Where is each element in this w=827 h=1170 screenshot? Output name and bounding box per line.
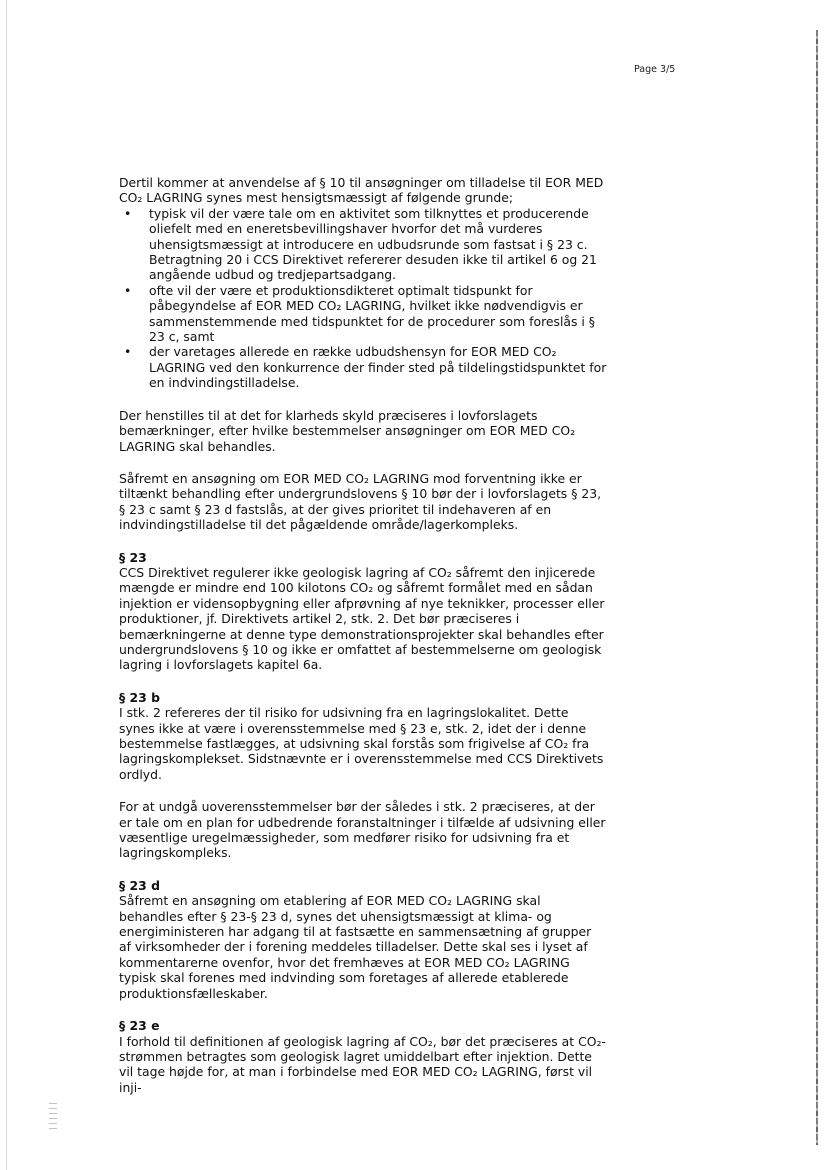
document-body	[119, 175, 607, 1112]
section-23e	[119, 1018, 607, 1095]
section-heading: § 23 d	[119, 877, 160, 893]
list-item: • typisk vil der være tale om en aktivitet som tilknyttes et producerende oliefelt med en eneretsbevillingshaver hvorfor det må vurderes uhensigtsmæssigt at introducere en udbudsrunde som fastsat i § 23 c. Betragtning 20 i CCS Direktivet refererer desuden ikke til artikel 6 og 21 angående udbud og tredjepartsadgang.	[149, 206, 607, 283]
section-23d	[119, 878, 607, 1001]
intro-paragraph: Dertil kommer at anvendelse af § 10 til ansøgninger om tilladelse til EOR MED CO₂ LAGRING synes mest hensigtsmæssigt af følgende grunde;	[119, 175, 604, 206]
section-text: Såfremt en ansøgning om etablering af EOR MED CO₂ LAGRING skal behandles efter § 23-§ 23 d, synes det uhensigtsmæssigt at klima- og energiministeren har adgang til at fastsætte en sammensætning af grupper af virksomheder der i forening meddeles tilladelser. Dette skal ses i lyset af kommentarerne ovenfor, hvor det fremhæves at EOR MED CO₂ LAGRING typisk skal forenes med indvinding som foretages af allerede etablerede produktionsfælleskaber.	[119, 893, 592, 1001]
list-item: • ofte vil der være et produktionsdikteret optimalt tidspunkt for påbegyndelse af EOR MED CO₂ LAGRING, hvilket ikke nødvendigvis er sammenstemmende med tidspunktet for de procedurer som foreslås i § 23 c, samt	[149, 283, 607, 345]
scan-left-edge	[6, 0, 7, 1170]
section-23b	[119, 690, 607, 782]
section-heading: § 23 e	[119, 1018, 160, 1034]
reasons-list	[119, 206, 607, 391]
priority-paragraph: Såfremt en ansøgning om EOR MED CO₂ LAGRING mod forventning ikke er tiltænkt behandling efter undergrundslovens § 10 bør der i lovforslagets § 23, § 23 c samt § 23 d fastslås, at der gives prioritet til indehaveren af en indvindingstilladelse til det pågældende område/lagerkompleks.	[119, 470, 602, 533]
scan-right-edge	[816, 30, 818, 1145]
section-text: I stk. 2 refereres der til risiko for udsivning fra en lagringslokalitet. Dette synes ikke at være i overensstemmelse med § 23 e, stk. 2, idet der i denne bestemmelse fastlægges, at udsivning skal forstås som frigivelse af CO₂ fra lagringskomplekset. Sidstnævnte er i overensstemmelse med CCS Direktivets ordlyd.	[119, 705, 604, 782]
scan-dots	[49, 1103, 57, 1129]
page-number: Page 3/5	[634, 64, 676, 75]
section-23	[119, 550, 607, 673]
section-text: I forhold til definitionen af geologisk lagring af CO₂, bør det præciseres at CO₂-strømmen betragtes som geologisk lagret umiddelbart efter injektion. Dette vil tage højde for, at man i forbindelse med EOR MED CO₂ LAGRING, først vil inji-	[119, 1033, 606, 1095]
section-heading: § 23 b	[119, 689, 160, 705]
clarity-paragraph: Der henstilles til at det for klarheds skyld præciseres i lovforslagets bemærkninger, efter hvilke bestemmelser ansøgninger om EOR MED CO₂ LAGRING skal behandles.	[119, 407, 576, 454]
list-item: • der varetages allerede en række udbudshensyn for EOR MED CO₂ LAGRING ved den konkurrence der finder sted på tildelingstidspunktet for en indvindingstilladelse.	[149, 344, 607, 390]
section-text: CCS Direktivet regulerer ikke geologisk lagring af CO₂ såfremt den injicerede mængde er mindre end 100 kilotons CO₂ og såfremt formålet med en sådan injektion er vidensopbygning eller afprøvning af nye teknikker, processer eller produktioner, jf. Direktivets artikel 2, stk. 2. Det bør præciseres i bemærkningerne at denne type demonstrationsprojekter skal behandles efter undergrundslovens § 10 og ikke er omfattet af bestemmelserne om geologisk lagring i lovforslagets kapitel 6a.	[119, 564, 605, 673]
section-23b-followup: For at undgå uoverensstemmelser bør der således i stk. 2 præciseres, at der er tale om en plan for udbedrende foranstaltninger i tilfælde af udsivning eller væsentlige uregelmæssigheder, som medfører risiko for udsivning fra et lagringskompleks.	[119, 799, 606, 861]
section-heading: § 23	[119, 549, 147, 565]
